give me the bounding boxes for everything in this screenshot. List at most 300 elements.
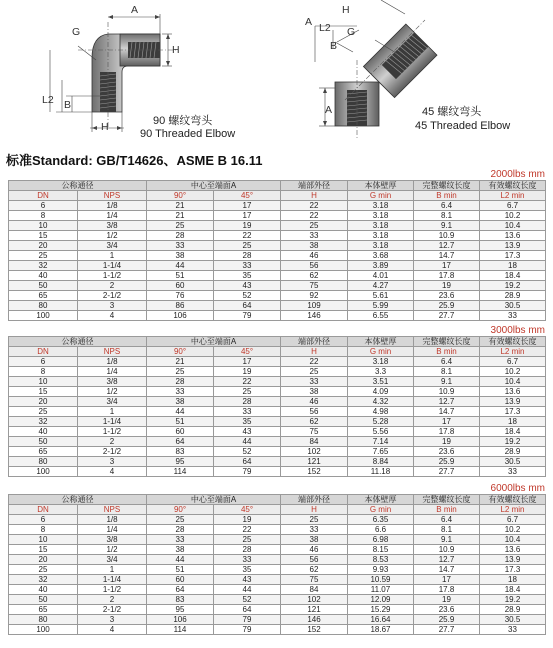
cell-thread-l2-min: 33 <box>480 467 546 477</box>
cell-thread-b-min: 17.8 <box>414 585 480 595</box>
cell-dn: 65 <box>9 291 78 301</box>
table-row <box>9 261 546 271</box>
cell-center-45: 44 <box>214 437 281 447</box>
cell-thread-b-min: 14.7 <box>414 565 480 575</box>
cell-center-90: 76 <box>147 291 214 301</box>
cell-end-od-h: 102 <box>281 595 348 605</box>
header-end-od: 端部外径 <box>281 181 348 191</box>
cell-thread-l2-min: 6.7 <box>480 515 546 525</box>
cell-center-45: 52 <box>214 447 281 457</box>
table-subheader-row <box>9 505 546 515</box>
cell-thread-l2-min: 13.6 <box>480 545 546 555</box>
header-end-od: 端部外径 <box>281 495 348 505</box>
cell-center-45: 33 <box>214 261 281 271</box>
cell-center-45: 19 <box>214 367 281 377</box>
cell-wall-g-min: 11.07 <box>348 585 414 595</box>
cell-nps: 1-1/2 <box>78 427 147 437</box>
cell-thread-l2-min: 6.7 <box>480 201 546 211</box>
cell-thread-b-min: 17.8 <box>414 271 480 281</box>
cell-nps: 2-1/2 <box>78 447 147 457</box>
table-row <box>9 515 546 525</box>
cell-end-od-h: 84 <box>281 437 348 447</box>
cell-wall-g-min: 4.27 <box>348 281 414 291</box>
subheader-b-min: B min <box>414 347 480 357</box>
cell-thread-b-min: 25.9 <box>414 457 480 467</box>
header-nominal-size: 公称通径 <box>9 337 147 347</box>
cell-thread-b-min: 17 <box>414 575 480 585</box>
cell-dn: 10 <box>9 221 78 231</box>
cell-center-90: 33 <box>147 241 214 251</box>
cell-end-od-h: 25 <box>281 367 348 377</box>
cell-center-45: 35 <box>214 417 281 427</box>
cell-center-45: 28 <box>214 251 281 261</box>
cell-nps: 3/8 <box>78 377 147 387</box>
cell-wall-g-min: 3.18 <box>348 201 414 211</box>
cell-end-od-h: 152 <box>281 467 348 477</box>
cell-nps: 1-1/2 <box>78 585 147 595</box>
cell-thread-l2-min: 10.2 <box>480 211 546 221</box>
cell-wall-g-min: 8.53 <box>348 555 414 565</box>
cell-thread-l2-min: 30.5 <box>480 615 546 625</box>
subheader-dn: DN <box>9 505 78 515</box>
cell-thread-b-min: 6.4 <box>414 515 480 525</box>
header-end-od: 端部外径 <box>281 337 348 347</box>
table-subheader-row <box>9 191 546 201</box>
cell-dn: 50 <box>9 595 78 605</box>
cell-center-45: 33 <box>214 407 281 417</box>
cell-wall-g-min: 3.3 <box>348 367 414 377</box>
cell-thread-b-min: 8.1 <box>414 525 480 535</box>
subheader-45: 45° <box>214 347 281 357</box>
cell-thread-l2-min: 30.5 <box>480 457 546 467</box>
cell-center-90: 106 <box>147 615 214 625</box>
table-row <box>9 387 546 397</box>
elbow-45-diagram <box>275 0 553 148</box>
cell-thread-b-min: 6.4 <box>414 357 480 367</box>
cell-thread-l2-min: 13.9 <box>480 397 546 407</box>
table-row <box>9 301 546 311</box>
cell-thread-l2-min: 18 <box>480 575 546 585</box>
cell-thread-b-min: 9.1 <box>414 535 480 545</box>
cell-thread-l2-min: 19.2 <box>480 437 546 447</box>
table-row <box>9 535 546 545</box>
dim-h-bottom-label: H <box>101 121 109 133</box>
subheader-h: H <box>281 191 348 201</box>
cell-end-od-h: 109 <box>281 301 348 311</box>
cell-dn: 80 <box>9 457 78 467</box>
standard-title: 标准Standard: GB/T14626、ASME B 16.11 <box>6 153 263 168</box>
subheader-nps: NPS <box>78 191 147 201</box>
cell-center-90: 44 <box>147 555 214 565</box>
cell-end-od-h: 46 <box>281 545 348 555</box>
subheader-90: 90° <box>147 505 214 515</box>
header-full-thread-length: 完整螺纹长度 <box>414 337 480 347</box>
dim-a-top-label: A <box>305 16 313 28</box>
subheader-b-min: B min <box>414 505 480 515</box>
subheader-45: 45° <box>214 191 281 201</box>
cell-center-90: 106 <box>147 311 214 321</box>
class-label: 6000lbs mm <box>490 483 545 494</box>
cell-wall-g-min: 5.99 <box>348 301 414 311</box>
cell-thread-b-min: 27.7 <box>414 625 480 635</box>
dimension-table <box>8 336 546 477</box>
table-row <box>9 447 546 457</box>
cell-dn: 50 <box>9 281 78 291</box>
cell-nps: 3/4 <box>78 397 147 407</box>
dim-g-label: G <box>347 26 356 38</box>
cell-wall-g-min: 3.51 <box>348 377 414 387</box>
subheader-h: H <box>281 505 348 515</box>
cell-thread-l2-min: 17.3 <box>480 565 546 575</box>
subheader-g-min: G min <box>348 191 414 201</box>
subheader-l2-min: L2 min <box>480 191 546 201</box>
cell-end-od-h: 38 <box>281 387 348 397</box>
cell-dn: 40 <box>9 427 78 437</box>
header-center-to-end: 中心至端面A <box>147 337 281 347</box>
caption-90-cn: 90 螺纹弯头 <box>153 115 213 127</box>
cell-nps: 1/2 <box>78 387 147 397</box>
cell-thread-b-min: 23.6 <box>414 605 480 615</box>
cell-thread-l2-min: 10.4 <box>480 535 546 545</box>
cell-nps: 1/8 <box>78 201 147 211</box>
cell-center-90: 83 <box>147 447 214 457</box>
cell-center-90: 38 <box>147 251 214 261</box>
table-row <box>9 311 546 321</box>
cell-center-45: 64 <box>214 605 281 615</box>
cell-thread-l2-min: 10.2 <box>480 367 546 377</box>
cell-dn: 40 <box>9 585 78 595</box>
cell-thread-l2-min: 6.7 <box>480 357 546 367</box>
cell-nps: 2 <box>78 281 147 291</box>
cell-dn: 15 <box>9 231 78 241</box>
cell-wall-g-min: 10.59 <box>348 575 414 585</box>
subheader-nps: NPS <box>78 347 147 357</box>
cell-end-od-h: 46 <box>281 397 348 407</box>
cell-wall-g-min: 9.93 <box>348 565 414 575</box>
cell-dn: 10 <box>9 377 78 387</box>
cell-end-od-h: 75 <box>281 281 348 291</box>
cell-thread-l2-min: 17.3 <box>480 407 546 417</box>
cell-wall-g-min: 6.55 <box>348 311 414 321</box>
header-wall-thickness: 本体壁厚 <box>348 495 414 505</box>
subheader-l2-min: L2 min <box>480 347 546 357</box>
cell-dn: 8 <box>9 525 78 535</box>
cell-thread-l2-min: 30.5 <box>480 301 546 311</box>
cell-end-od-h: 22 <box>281 211 348 221</box>
cell-dn: 25 <box>9 407 78 417</box>
dim-l2-label: L2 <box>42 94 54 106</box>
cell-thread-b-min: 8.1 <box>414 211 480 221</box>
cell-end-od-h: 33 <box>281 231 348 241</box>
cell-thread-l2-min: 19.2 <box>480 595 546 605</box>
cell-wall-g-min: 6.6 <box>348 525 414 535</box>
header-full-thread-length: 完整螺纹长度 <box>414 181 480 191</box>
table-row <box>9 575 546 585</box>
cell-wall-g-min: 16.64 <box>348 615 414 625</box>
header-effective-thread-length: 有效螺纹长度 <box>480 495 546 505</box>
dimension-table <box>8 180 546 321</box>
cell-thread-b-min: 27.7 <box>414 311 480 321</box>
cell-dn: 25 <box>9 565 78 575</box>
cell-center-90: 25 <box>147 221 214 231</box>
elbow-45-drawing <box>275 0 553 148</box>
cell-dn: 100 <box>9 467 78 477</box>
cell-thread-b-min: 25.9 <box>414 615 480 625</box>
table-subheader-row <box>9 347 546 357</box>
cell-center-90: 60 <box>147 281 214 291</box>
table-row <box>9 241 546 251</box>
cell-center-90: 28 <box>147 231 214 241</box>
cell-center-90: 33 <box>147 535 214 545</box>
table-row <box>9 281 546 291</box>
cell-center-45: 52 <box>214 291 281 301</box>
cell-thread-l2-min: 13.6 <box>480 231 546 241</box>
cell-wall-g-min: 3.89 <box>348 261 414 271</box>
cell-end-od-h: 56 <box>281 555 348 565</box>
cell-nps: 1/4 <box>78 525 147 535</box>
cell-center-90: 44 <box>147 407 214 417</box>
class-label: 3000lbs mm <box>490 325 545 336</box>
cell-dn: 25 <box>9 251 78 261</box>
cell-center-90: 38 <box>147 397 214 407</box>
cell-nps: 4 <box>78 311 147 321</box>
cell-wall-g-min: 3.68 <box>348 251 414 261</box>
cell-center-45: 17 <box>214 357 281 367</box>
cell-end-od-h: 62 <box>281 565 348 575</box>
cell-end-od-h: 62 <box>281 271 348 281</box>
cell-thread-b-min: 25.9 <box>414 301 480 311</box>
cell-center-90: 25 <box>147 367 214 377</box>
cell-dn: 80 <box>9 615 78 625</box>
cell-thread-l2-min: 18 <box>480 417 546 427</box>
cell-end-od-h: 56 <box>281 261 348 271</box>
cell-wall-g-min: 5.56 <box>348 427 414 437</box>
subheader-90: 90° <box>147 347 214 357</box>
subheader-b-min: B min <box>414 191 480 201</box>
dim-a-label: A <box>131 4 139 16</box>
cell-end-od-h: 62 <box>281 417 348 427</box>
cell-center-90: 51 <box>147 417 214 427</box>
cell-wall-g-min: 3.18 <box>348 231 414 241</box>
cell-center-45: 64 <box>214 457 281 467</box>
cell-center-45: 35 <box>214 271 281 281</box>
cell-end-od-h: 102 <box>281 447 348 457</box>
cell-nps: 1/8 <box>78 357 147 367</box>
table-row <box>9 555 546 565</box>
cell-nps: 1 <box>78 407 147 417</box>
cell-wall-g-min: 4.32 <box>348 397 414 407</box>
cell-thread-l2-min: 18.4 <box>480 585 546 595</box>
cell-center-45: 43 <box>214 427 281 437</box>
cell-center-45: 28 <box>214 397 281 407</box>
cell-thread-l2-min: 13.9 <box>480 241 546 251</box>
cell-center-45: 79 <box>214 615 281 625</box>
cell-thread-l2-min: 33 <box>480 311 546 321</box>
cell-center-45: 52 <box>214 595 281 605</box>
cell-wall-g-min: 5.28 <box>348 417 414 427</box>
cell-nps: 3/8 <box>78 535 147 545</box>
cell-thread-b-min: 27.7 <box>414 467 480 477</box>
elbow-90-drawing <box>0 0 270 148</box>
subheader-45: 45° <box>214 505 281 515</box>
table-row <box>9 545 546 555</box>
cell-wall-g-min: 8.15 <box>348 545 414 555</box>
cell-wall-g-min: 4.98 <box>348 407 414 417</box>
subheader-dn: DN <box>9 347 78 357</box>
dimension-table <box>8 494 546 635</box>
header-full-thread-length: 完整螺纹长度 <box>414 495 480 505</box>
cell-thread-l2-min: 18.4 <box>480 427 546 437</box>
cell-center-45: 44 <box>214 585 281 595</box>
cell-thread-l2-min: 18 <box>480 261 546 271</box>
cell-dn: 8 <box>9 367 78 377</box>
cell-wall-g-min: 7.65 <box>348 447 414 457</box>
cell-dn: 10 <box>9 535 78 545</box>
cell-nps: 2-1/2 <box>78 605 147 615</box>
cell-thread-b-min: 10.9 <box>414 545 480 555</box>
cell-wall-g-min: 3.18 <box>348 211 414 221</box>
cell-dn: 32 <box>9 261 78 271</box>
cell-thread-b-min: 9.1 <box>414 221 480 231</box>
cell-wall-g-min: 5.61 <box>348 291 414 301</box>
subheader-nps: NPS <box>78 505 147 515</box>
cell-dn: 20 <box>9 397 78 407</box>
cell-dn: 100 <box>9 311 78 321</box>
cell-nps: 1/2 <box>78 231 147 241</box>
table-row <box>9 595 546 605</box>
cell-thread-b-min: 23.6 <box>414 447 480 457</box>
cell-center-45: 33 <box>214 555 281 565</box>
cell-center-45: 19 <box>214 515 281 525</box>
cell-center-45: 25 <box>214 241 281 251</box>
table-row <box>9 565 546 575</box>
cell-center-45: 22 <box>214 377 281 387</box>
cell-thread-l2-min: 28.9 <box>480 447 546 457</box>
cell-thread-b-min: 12.7 <box>414 241 480 251</box>
cell-center-90: 44 <box>147 261 214 271</box>
dim-h-label: H <box>342 4 350 16</box>
table-row <box>9 271 546 281</box>
table-row <box>9 201 546 211</box>
cell-dn: 32 <box>9 417 78 427</box>
cell-center-90: 51 <box>147 565 214 575</box>
cell-center-45: 28 <box>214 545 281 555</box>
cell-center-90: 86 <box>147 301 214 311</box>
cell-center-90: 114 <box>147 625 214 635</box>
cell-center-90: 60 <box>147 575 214 585</box>
cell-center-45: 79 <box>214 467 281 477</box>
cell-center-45: 79 <box>214 311 281 321</box>
subheader-90: 90° <box>147 191 214 201</box>
cell-dn: 15 <box>9 387 78 397</box>
cell-dn: 15 <box>9 545 78 555</box>
cell-nps: 4 <box>78 625 147 635</box>
cell-thread-b-min: 17.8 <box>414 427 480 437</box>
cell-nps: 1-1/4 <box>78 417 147 427</box>
cell-center-90: 51 <box>147 271 214 281</box>
cell-nps: 1/2 <box>78 545 147 555</box>
table-row <box>9 357 546 367</box>
table-row <box>9 417 546 427</box>
cell-dn: 20 <box>9 241 78 251</box>
cell-dn: 80 <box>9 301 78 311</box>
cell-wall-g-min: 3.18 <box>348 241 414 251</box>
cell-center-45: 19 <box>214 221 281 231</box>
cell-center-90: 114 <box>147 467 214 477</box>
header-wall-thickness: 本体壁厚 <box>348 181 414 191</box>
table-row <box>9 467 546 477</box>
cell-dn: 40 <box>9 271 78 281</box>
cell-wall-g-min: 4.09 <box>348 387 414 397</box>
cell-thread-l2-min: 13.6 <box>480 387 546 397</box>
table-row <box>9 427 546 437</box>
class-label: 2000lbs mm <box>490 169 545 180</box>
cell-nps: 3/4 <box>78 555 147 565</box>
cell-end-od-h: 121 <box>281 457 348 467</box>
cell-dn: 6 <box>9 357 78 367</box>
cell-wall-g-min: 3.18 <box>348 357 414 367</box>
table-row <box>9 615 546 625</box>
cell-end-od-h: 75 <box>281 575 348 585</box>
cell-nps: 3 <box>78 615 147 625</box>
header-effective-thread-length: 有效螺纹长度 <box>480 181 546 191</box>
header-nominal-size: 公称通径 <box>9 495 147 505</box>
cell-center-45: 17 <box>214 201 281 211</box>
cell-end-od-h: 46 <box>281 251 348 261</box>
cell-nps: 3 <box>78 457 147 467</box>
cell-wall-g-min: 6.35 <box>348 515 414 525</box>
cell-center-90: 25 <box>147 515 214 525</box>
table-row <box>9 221 546 231</box>
cell-thread-l2-min: 18.4 <box>480 271 546 281</box>
cell-center-90: 28 <box>147 377 214 387</box>
elbow-90-diagram <box>0 0 270 148</box>
table-row <box>9 377 546 387</box>
table-row <box>9 437 546 447</box>
cell-nps: 1 <box>78 251 147 261</box>
table-row <box>9 211 546 221</box>
cell-end-od-h: 38 <box>281 241 348 251</box>
dim-b-label: B <box>64 99 72 111</box>
cell-thread-l2-min: 13.9 <box>480 555 546 565</box>
cell-nps: 2 <box>78 595 147 605</box>
cell-nps: 1-1/2 <box>78 271 147 281</box>
cell-thread-b-min: 14.7 <box>414 407 480 417</box>
subheader-h: H <box>281 347 348 357</box>
cell-center-45: 22 <box>214 231 281 241</box>
table-row <box>9 251 546 261</box>
cell-thread-l2-min: 28.9 <box>480 291 546 301</box>
cell-wall-g-min: 15.29 <box>348 605 414 615</box>
cell-center-45: 43 <box>214 575 281 585</box>
cell-end-od-h: 22 <box>281 201 348 211</box>
cell-center-90: 64 <box>147 585 214 595</box>
dim-g-label: G <box>72 26 81 38</box>
table-body <box>9 357 546 477</box>
cell-center-45: 25 <box>214 387 281 397</box>
table-row <box>9 625 546 635</box>
cell-nps: 1/4 <box>78 367 147 377</box>
cell-nps: 4 <box>78 467 147 477</box>
cell-thread-b-min: 19 <box>414 595 480 605</box>
dim-h-right-label: H <box>172 44 180 56</box>
caption-90-en: 90 Threaded Elbow <box>140 128 236 140</box>
cell-thread-b-min: 10.9 <box>414 231 480 241</box>
table-header-row <box>9 181 546 191</box>
cell-wall-g-min: 7.14 <box>348 437 414 447</box>
cell-thread-b-min: 17 <box>414 261 480 271</box>
cell-wall-g-min: 18.67 <box>348 625 414 635</box>
